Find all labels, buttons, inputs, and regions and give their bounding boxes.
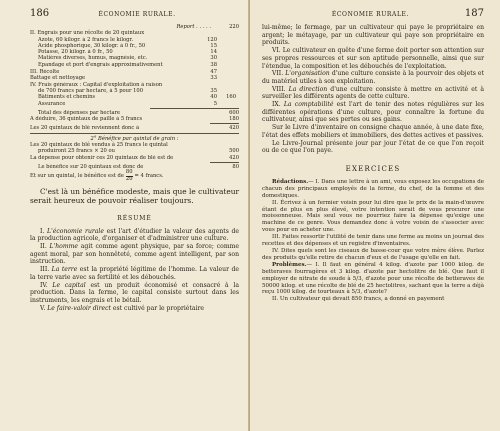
right-paragraph (262, 24, 484, 47)
redaction-text: — I. Dans une lettre à un ami, vous exposez les occupations de chacun des principaux employés de la ferme, du chef, de la femme et des domestiques. (262, 178, 484, 199)
total-text: Total des dépenses par hectare (38, 109, 121, 116)
item-text: de 700 francs par hectare, à 5 pour 100 (38, 87, 144, 94)
right-paragraph (262, 47, 484, 70)
wheat-cost-value: 420 (229, 125, 239, 132)
probleme-text: — I. Il faut en général 4 kilog. d'azote par 1000 kilog. de betteraves fourragères et 3 kilog. d'azote par hectolitre de blé. Que faut il employer de nitrate de soude à 5/3, d'azote pour une récolte de betteraves de 50000 kilog. et une récolte de blé de 25 hectolitres, sachant que la terre a déjà reçu 1000 kilog. de tourteaux à 5/3, d'azote? (262, 261, 484, 296)
deduct-value: 180 (229, 116, 239, 123)
total-value: 600 (229, 109, 239, 116)
sold-line-1: Les 20 quintaux de blé vendus à 25 francs le quintal (30, 142, 168, 149)
para-lead: VI. (272, 47, 283, 55)
resume-rest: est un produit économisé et consacré à la production. Dans la ferme, le capital consiste surtout dans les instruments, les engrais et le bétail. (30, 281, 239, 304)
redaction-text: II. Écrivez à un fermier voisin pour lui dire que le prix de la main-d'œuvre étant de plus en plus élevé, votre intention serait de vous procurer une moissonneuse. Mais seul vous ne pourriez faire la dépense qu'exige une machine de ce genre. Vous demandez donc à votre voisin de s'associer avec vous pour en acheter une. (262, 199, 484, 234)
section4-items (30, 88, 239, 107)
benefit-heading: 2° Bénéfice par quintal de grain : (90, 135, 179, 142)
left-running-head: ÉCONOMIE RURALE. (98, 11, 176, 18)
para-rest: lui-même; le fermage, par un cultivateur qui paye le propriétaire en argent; le métayage, par un cultivateur qui paye son propriétaire en produits. (262, 24, 484, 47)
item-text: Azote, 60 kilogr. à 2 francs le kilogr. (38, 36, 133, 43)
resume-rest: est cultivé par le propriétaire (110, 304, 204, 312)
profit-row (30, 164, 239, 170)
item-value: 30 (210, 55, 217, 62)
resume-item (30, 243, 239, 266)
resume-lead: V. (40, 304, 48, 312)
probleme-text: II. Un cultivateur qui devait 850 francs, a donné en payement (272, 296, 445, 303)
right-paragraph (262, 124, 484, 139)
probleme-item (262, 262, 484, 297)
right-page-number: 187 (464, 8, 484, 19)
per-quintal-end: = 4 francs. (134, 173, 164, 180)
expense-row (30, 155, 239, 161)
conclusion-text: C'est là un bénéfice modeste, mais que le cultivateur serait heureux de pouvoir réaliser toujours. (30, 187, 239, 206)
right-page (250, 0, 500, 431)
sold-text: produiront 25 francs × 20 ou (38, 148, 115, 155)
para-em: La direction (288, 85, 328, 93)
item-value: 38 (210, 61, 217, 68)
redactions-label: Rédactions. (272, 178, 309, 185)
redaction-text: III. Faites ressortir l'utilité de tenir dans une ferme au moins un journal des recettes et des dépenses et un registre d'inventaires. (262, 234, 484, 248)
para-lead: VII. (272, 70, 286, 78)
per-quintal-row (30, 170, 239, 182)
para-rest: Le Livre-Journal présente jour par jour l'état de ce que l'on reçoit ou de ce que l'on paye. (262, 139, 484, 155)
redaction-item (262, 248, 484, 262)
right-paragraph (262, 140, 484, 155)
resume-list (30, 228, 239, 313)
item-text: Épandage et port d'engrais approximativement (38, 61, 163, 68)
item-text: Assurance (38, 100, 66, 107)
para-lead: VIII. (272, 85, 289, 93)
section2-title: II. Engrais pour une récolte de 20 quintaux (30, 30, 145, 37)
deduct-text: A déduire, 36 quintaux de paille à 5 francs (30, 116, 143, 123)
battage-value: 33 (210, 75, 217, 82)
right-paragraph (262, 101, 484, 124)
section3-text: III. Récolte (30, 69, 60, 76)
section2-item (30, 62, 239, 68)
problemes-list (262, 262, 484, 303)
section2-items (30, 37, 239, 68)
para-rest: Le cultivateur en quête d'une ferme doit porter son attention sur ses propres ressources et sur son aptitude personnelle, ainsi que sur l'étendue, la composition et les débouchés de l'exploitation. (262, 47, 485, 70)
expense-value: 420 (229, 154, 239, 161)
resume-em: La terre (51, 266, 78, 274)
section4-title: IV. Frais généraux : Capital d'exploitation à raison (30, 81, 163, 88)
fraction (126, 170, 133, 182)
right-running-head: ÉCONOMIE RURALE. (331, 11, 410, 18)
report-row: Report . . . . . 220 (176, 24, 239, 30)
profit-value: 80 (232, 163, 239, 170)
redaction-item (262, 234, 484, 248)
redactions-list (262, 179, 484, 262)
report-label: Report (176, 24, 195, 30)
para-em: La comptabilité (283, 101, 334, 109)
item-value: 40 (210, 94, 217, 101)
resume-lead: I. (40, 227, 48, 235)
resume-item (30, 228, 239, 243)
para-em: L'organisation (285, 70, 330, 78)
item-value: 14 (210, 49, 217, 56)
para-rest: d'une culture consiste à mettre en activité et à surveiller les différents agents de cette culture. (262, 85, 485, 101)
problemes-label: Problèmes. (272, 261, 307, 268)
left-page-header (30, 8, 239, 24)
item-text: Bâtiments et chemins (38, 94, 96, 101)
fraction-numerator: 80 (125, 169, 133, 176)
item-value: 15 (210, 42, 217, 49)
cost-table (30, 24, 239, 182)
resume-item (30, 282, 239, 305)
section3-value: 47 (210, 69, 217, 76)
resume-em: L'économie rurale (47, 227, 104, 235)
right-paragraph (262, 70, 484, 85)
redaction-item (262, 179, 484, 200)
redaction-text: IV. Dites quels sont les ciseaux de basse-cour que votre mère élève. Parlez des produits qu'elle retire de chacun d'eux et de l'usage qu'elle en fait. (262, 248, 484, 261)
section4-item (30, 101, 239, 107)
resume-item (30, 266, 239, 281)
section4-brace-total: 160 (226, 93, 236, 100)
per-quintal-start: Et sur un quintal, le bénéfice est de (30, 173, 124, 180)
expense-text: La dépense pour obtenir ces 20 quintaux de blé est de (30, 154, 174, 161)
wheat-cost-row (30, 125, 239, 131)
item-value: 35 (210, 87, 217, 94)
resume-rest: est l'art d'étudier la valeur des agents de la production agricole, d'organiser et d'administrer une culture. (30, 227, 240, 243)
battage-text: Battage et nettoyage (30, 75, 86, 82)
resume-lead: II. (40, 243, 50, 251)
resume-title: RÉSUMÉ (117, 214, 152, 222)
section4-block (30, 88, 239, 107)
para-lead: IX. (272, 101, 284, 109)
item-text: Acide phosphorique, 30 kilogr. à 0 fr., 50 (38, 42, 146, 49)
fraction-denominator: 20 (125, 175, 133, 182)
resume-em: Le capital (52, 281, 86, 289)
exercises-title: EXERCICES (345, 164, 401, 173)
para-rest: d'une culture consiste à la pourvoir des objets et du matériel utiles à son exploitation. (262, 70, 484, 85)
sold-value: 500 (229, 148, 239, 155)
para-rest: est l'art de tenir des notes régulières sur les différentes opérations d'une culture, pour connaître la fortune du cultivateur, ainsi que ses pertes ou ses gains. (262, 101, 485, 124)
resume-em: L'homme (49, 243, 79, 251)
profit-text: Le bénéfice sur 20 quintaux est donc de (38, 163, 144, 170)
resume-em: Le faire-valoir direct (47, 304, 111, 312)
right-paragraph (262, 86, 484, 101)
resume-rest: est la propriété légitime de l'homme. La valeur de la terre varie avec sa fertilité et les débouchés. (30, 266, 239, 281)
right-page-header (262, 8, 484, 24)
right-paragraphs (262, 24, 484, 155)
deduct-row (30, 116, 239, 122)
redaction-item (262, 200, 484, 235)
item-value: 5 (213, 100, 217, 107)
report-value: 220 (229, 24, 239, 30)
resume-rest: agit comme agent physique, par sa force; comme agent moral, par son honnêteté, comme agent intelligent, par son instruction. (30, 243, 239, 266)
probleme-item (262, 296, 484, 303)
resume-lead: IV. (40, 281, 53, 289)
resume-lead: III. (40, 266, 52, 274)
item-text: Potasse, 20 kilogr. à 0 fr., 50 (38, 49, 113, 56)
resume-item (30, 305, 239, 313)
item-value: 120 (207, 36, 217, 43)
left-page-number: 186 (30, 8, 50, 19)
item-text: Matières diverses, humus, magnésie, etc. (38, 55, 148, 62)
wheat-cost-text: Les 20 quintaux de blé reviennent donc à (30, 125, 140, 132)
para-rest: Sur le Livre d'inventaire on consigne chaque année, à une date fixe, l'état des effets mobiliers et immobiliers, des dettes actives et passives. (262, 124, 484, 139)
